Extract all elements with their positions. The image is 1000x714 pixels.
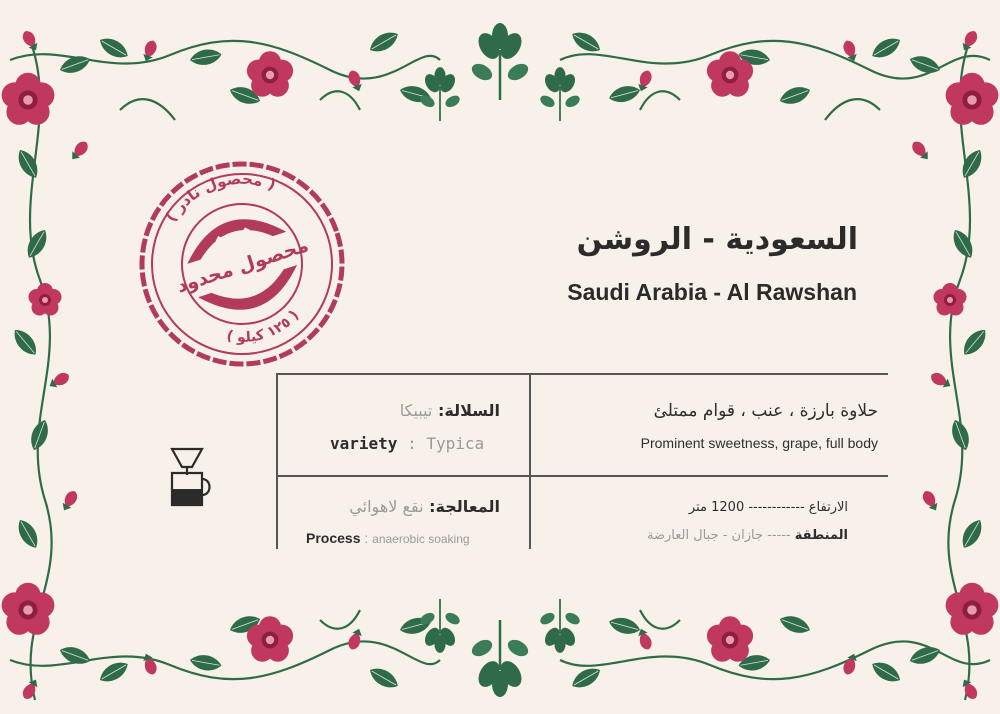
stamp-bottom-text: ( ١٢٥ كيلو ) bbox=[225, 307, 303, 346]
title-english: Saudi Arabia - Al Rawshan bbox=[567, 279, 857, 305]
tasting-notes-english: Prominent sweetness, grape, full body bbox=[640, 435, 878, 451]
stamp-top-text: ( محصول نادر ) bbox=[161, 169, 279, 225]
pour-over-coffee-icon bbox=[158, 443, 218, 513]
grid-center-line-bottom bbox=[529, 475, 531, 549]
process-label-en: Process bbox=[306, 530, 361, 546]
region-row: المنطقة ----- جازان - جبال العارضة bbox=[647, 528, 848, 543]
grid-top-line bbox=[276, 373, 888, 375]
tasting-notes-arabic: حلاوة بارزة ، عنب ، قوام ممتلئ bbox=[653, 401, 878, 421]
grid-left-line bbox=[276, 373, 278, 549]
svg-text:( ١٢٥ كيلو ) bbox=[221, 305, 306, 355]
altitude-row: الارتفاع ------------ 1200 متر bbox=[688, 500, 848, 515]
process-value-ar: نقع لاهوائي bbox=[349, 497, 424, 516]
process-english: Process : anaerobic soaking bbox=[306, 530, 470, 546]
limited-crop-stamp bbox=[130, 152, 355, 377]
variety-label-en: variety bbox=[330, 434, 398, 453]
altitude-label: الارتفاع bbox=[808, 500, 848, 515]
variety-english: variety : Typica bbox=[330, 434, 485, 453]
grid-center-line-top bbox=[529, 373, 531, 475]
stamp-middle-text: محصول محدود bbox=[173, 234, 312, 298]
variety-arabic: السلالة: تيبيكا bbox=[399, 401, 500, 420]
process-label-ar: المعالجة bbox=[435, 497, 500, 516]
region-value: جازان - جبال العارضة bbox=[647, 528, 763, 543]
coffee-info-grid bbox=[276, 373, 888, 553]
variety-value-en: Typica bbox=[426, 434, 485, 453]
variety-label-ar: السلالة bbox=[444, 401, 500, 420]
variety-value-ar: تيبيكا bbox=[399, 401, 433, 420]
process-arabic: المعالجة: نقع لاهوائي bbox=[349, 497, 500, 516]
grid-middle-line bbox=[276, 475, 888, 477]
title-arabic: السعودية - الروشن bbox=[576, 222, 858, 257]
process-value-en: anaerobic soaking bbox=[372, 532, 470, 546]
altitude-value: 1200 متر bbox=[688, 500, 745, 515]
region-label: المنطقة bbox=[794, 528, 848, 543]
